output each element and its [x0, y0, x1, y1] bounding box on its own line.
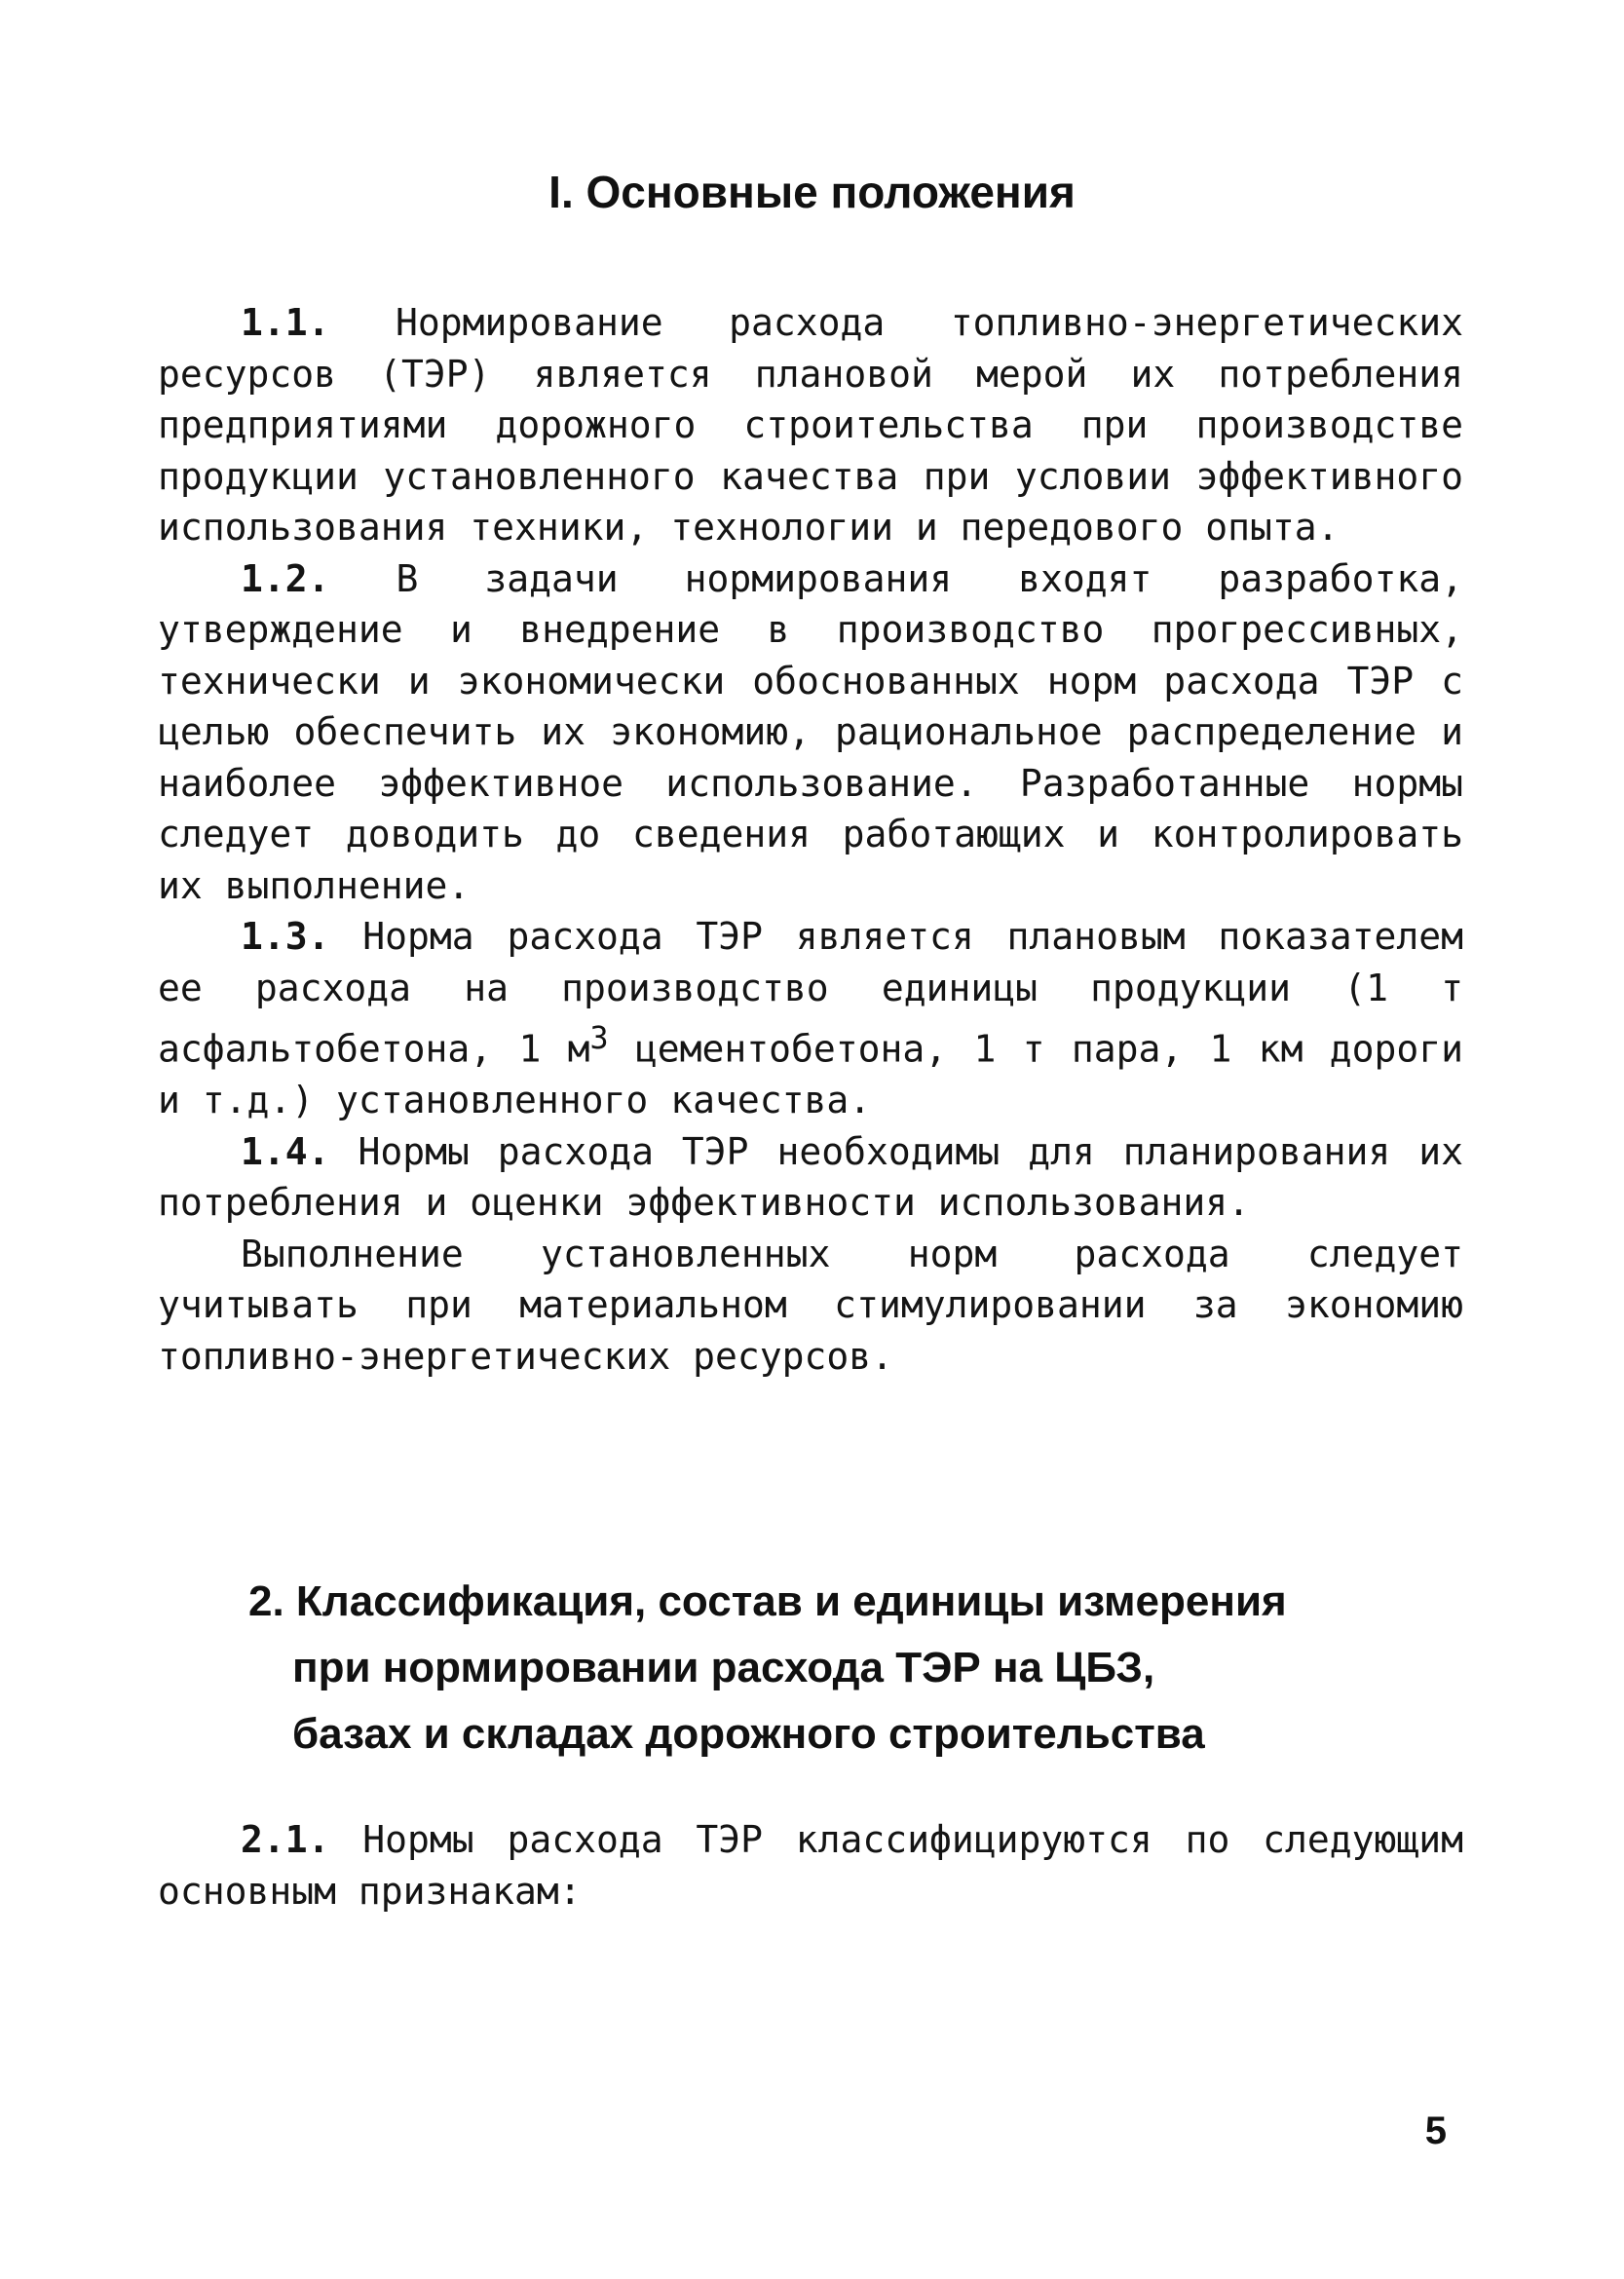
paragraph-1-1: [158, 297, 1463, 553]
paragraph-1-4: [158, 1126, 1463, 1229]
section-1-heading: I. Основные положения: [548, 167, 1076, 217]
paragraph-text: Нормы расхода ТЭР необходимы для планирования их потребления и оценки эффективности использования.: [158, 1129, 1463, 1225]
paragraph-1-3: [158, 911, 1463, 1126]
paragraph-text-before: Норма расхода ТЭР является плановым показателем ее расхода на производство единицы продукции (1 т асфальтобетона, 1 м: [158, 915, 1463, 1071]
superscript-3: 3: [589, 1021, 609, 1056]
paragraph-number: 1.1.: [241, 301, 330, 344]
paragraph-text: Нормы расхода ТЭР классифицируются по следующим основным признакам:: [158, 1818, 1463, 1913]
paragraph-number: 1.3.: [241, 915, 330, 958]
paragraph-number: 1.4.: [241, 1129, 330, 1173]
section-2-heading-line-3: базах и складах дорожного строительства: [292, 1710, 1205, 1758]
paragraph-text: В задачи нормирования входят разработка, утверждение и внедрение в производство прогрессивных, технически и экономически обоснованных норм расхода ТЭР с целью обеспечить их экономию, рациональное распределение и наиболее эффективное использование. Разработанные нормы следует доводить до сведения работающих и контролировать их выполнение.: [158, 556, 1463, 907]
paragraph-1-4-continued: [158, 1229, 1463, 1383]
paragraph-number: 1.2.: [241, 556, 330, 600]
section-1-body: [158, 297, 1463, 1382]
paragraph-2-1: [158, 1814, 1463, 1917]
paragraph-text-after: цементобетона, 1 т пара, 1 км дороги и т.д.) установленного качества.: [158, 1027, 1464, 1122]
page-number: 5: [1424, 2109, 1447, 2152]
paragraph-number: 2.1.: [241, 1818, 330, 1861]
section-2-heading: [248, 1569, 1417, 1767]
section-2-heading-line-1: 2. Классификация, состав и единицы измерения: [248, 1577, 1287, 1625]
paragraph-text: Выполнение установленных норм расхода следует учитывать при материальном стимулировании за экономию топливно-энергетических ресурсов.: [158, 1232, 1463, 1378]
section-2-heading-line-2: при нормировании расхода ТЭР на ЦБЗ,: [292, 1644, 1155, 1691]
paragraph-1-2: [158, 553, 1463, 912]
section-2-body: [158, 1814, 1463, 1917]
paragraph-text: Нормирование расхода топливно-энергетических ресурсов (ТЭР) является плановой мерой их потребления предприятиями дорожного строительства при производстве продукции установленного качества при условии эффективного использования техники, технологии и передового опыта.: [158, 301, 1463, 549]
